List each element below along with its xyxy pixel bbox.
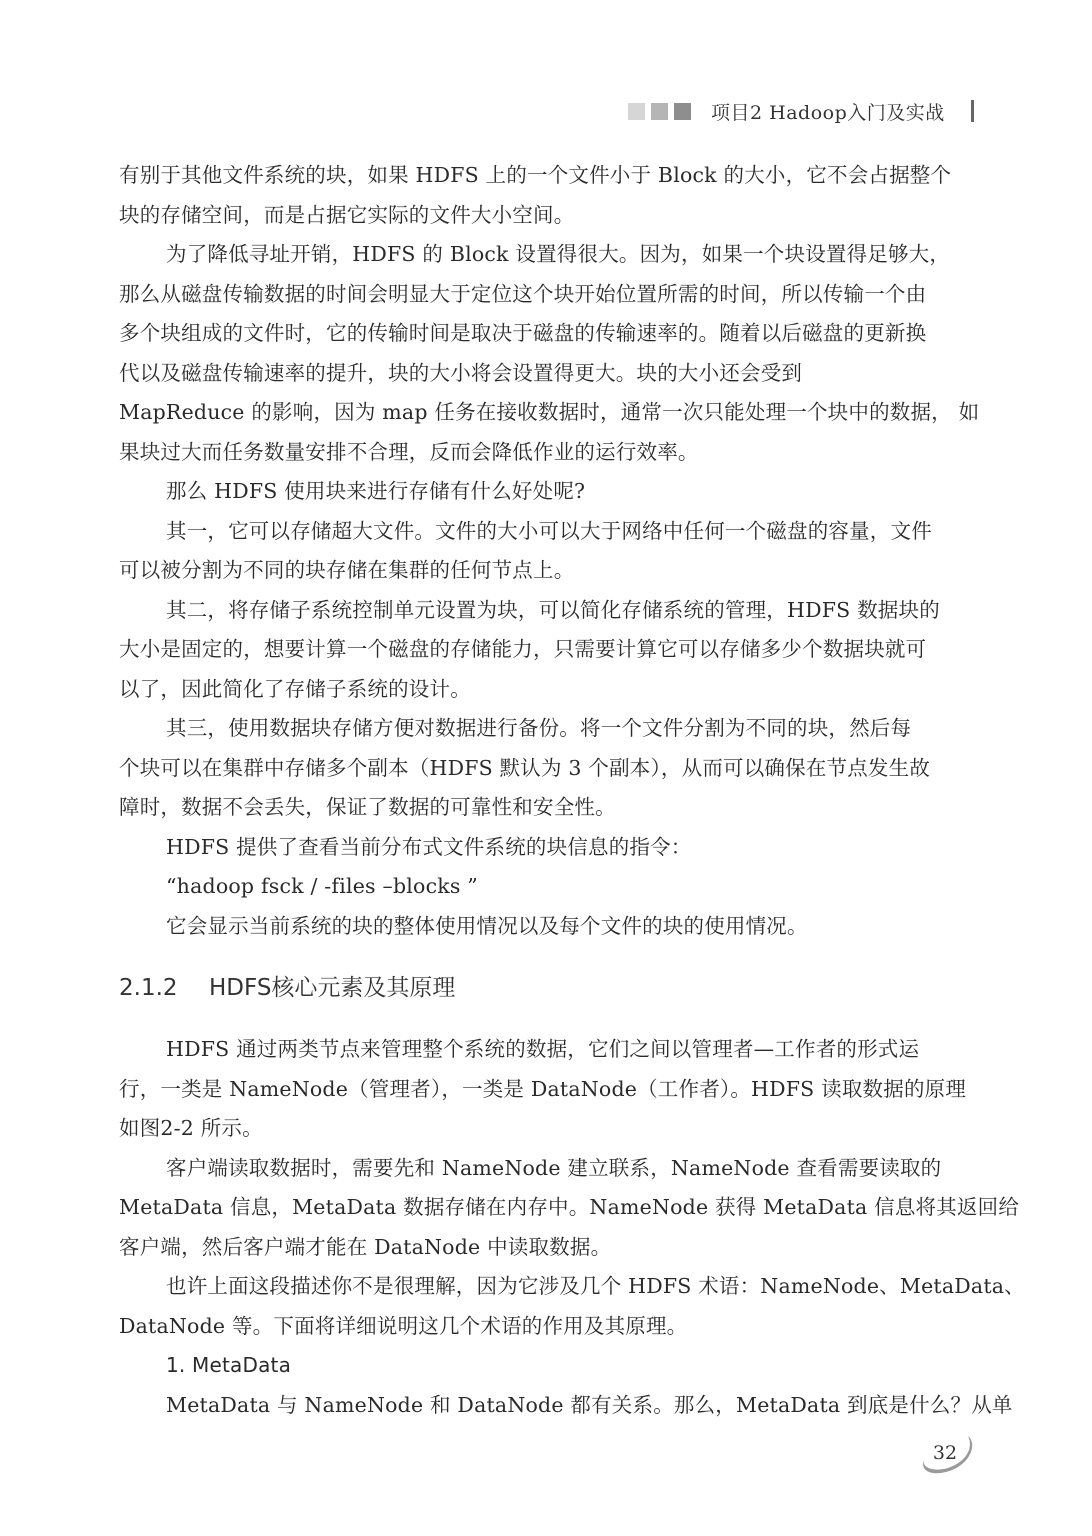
body-line: 大小是固定的，想要计算一个磁盘的存储能力，只需要计算它可以存储多少个数据块就可: [119, 637, 927, 661]
body-line: 果块过大而任务数量安排不合理，反而会降低作业的运行效率。: [119, 439, 699, 464]
body-line: 其二，将存储子系统控制单元设置为块，可以简化存储系统的管理，HDFS 数据块的: [166, 597, 940, 622]
body-line: 代以及磁盘传输速率的提升，块的大小将会设置得更大。块的大小还会受到: [119, 360, 803, 385]
body-line: 有别于其他文件系统的块，如果 HDFS 上的一个文件小于 Block 的大小，它不会占据整个: [119, 163, 952, 187]
running-header: [628, 96, 978, 126]
body-line: 行，一类是 NameNode（管理者），一类是 DataNode（工作者）。HDFS 读取数据的原理: [119, 1076, 967, 1101]
body-line: 多个块组成的文件时，它的传输时间是取决于磁盘的传输速率的。随着以后磁盘的更新换: [119, 321, 927, 345]
section-heading: [119, 968, 983, 1008]
subheading: 1. MetaData: [166, 1353, 292, 1377]
body-line: 个块可以在集群中存储多个副本（HDFS 默认为 3 个副本），从而可以确保在节点发生故: [119, 755, 931, 780]
body-line: 也许上面这段描述你不是很理解，因为它涉及几个 HDFS 术语：NameNode、MetaData、: [166, 1274, 1025, 1298]
body-line: 如图2-2 所示。: [119, 1116, 263, 1140]
body-line: 块的存储空间，而是占据它实际的文件大小空间。: [119, 202, 575, 227]
body-line: 那么 HDFS 使用块来进行存储有什么好处呢?: [166, 479, 586, 503]
body-line: HDFS 通过两类节点来管理整个系统的数据，它们之间以管理者—工作者的形式运: [166, 1037, 920, 1061]
header-square-dark: [674, 103, 691, 120]
body-line: 以了，因此简化了存储子系统的设计。: [119, 676, 471, 701]
body-line: 障时，数据不会丢失，保证了数据的可靠性和安全性。: [119, 795, 616, 819]
body-line: HDFS 提供了查看当前分布式文件系统的块信息的指令：: [166, 834, 692, 859]
body-line: 其一，它可以存储超大文件。文件的大小可以大于网络中任何一个磁盘的容量，文件: [166, 518, 932, 543]
body-line: MetaData 信息，MetaData 数据存储在内存中。NameNode 获得 MetaData 信息将其返回给: [119, 1195, 1020, 1219]
body-line: 为了降低寻址开销，HDFS 的 Block 设置得很大。因为，如果一个块设置得足够大，: [166, 242, 951, 266]
page-number: 32: [932, 1442, 958, 1464]
section-number: 2.1.2: [119, 975, 178, 1001]
body-line: 客户端读取数据时，需要先和 NameNode 建立联系，NameNode 查看需要读取的: [166, 1155, 942, 1180]
section-title: HDFS核心元素及其原理: [209, 975, 456, 1001]
body-line: MapReduce 的影响，因为 map 任务在接收数据时，通常一次只能处理一个块中的数据， 如: [119, 400, 980, 424]
body-line: 客户端，然后客户端才能在 DataNode 中读取数据。: [119, 1234, 612, 1259]
header-rule: [971, 100, 974, 122]
command-line: “hadoop fsck / -files –blocks ”: [166, 874, 478, 898]
page-body: [119, 156, 1025, 1425]
header-title: 项目2 Hadoop入门及实战: [711, 101, 945, 124]
page-number-badge: [918, 1432, 978, 1476]
body-line: 可以被分割为不同的块存储在集群的任何节点上。: [119, 558, 575, 582]
body-line: 其三，使用数据块存储方便对数据进行备份。将一个文件分割为不同的块，然后每: [166, 716, 912, 740]
header-square-medium: [651, 103, 668, 120]
body-line: MetaData 与 NameNode 和 DataNode 都有关系。那么，MetaData 到底是什么？从单: [166, 1392, 1013, 1417]
body-line: DataNode 等。下面将详细说明这几个术语的作用及其原理。: [119, 1313, 688, 1338]
body-line: 那么从磁盘传输数据的时间会明显大于定位这个块开始位置所需的时间，所以传输一个由: [119, 281, 927, 306]
body-line: 它会显示当前系统的块的整体使用情况以及每个文件的块的使用情况。: [166, 913, 808, 938]
header-square-light: [628, 103, 645, 120]
